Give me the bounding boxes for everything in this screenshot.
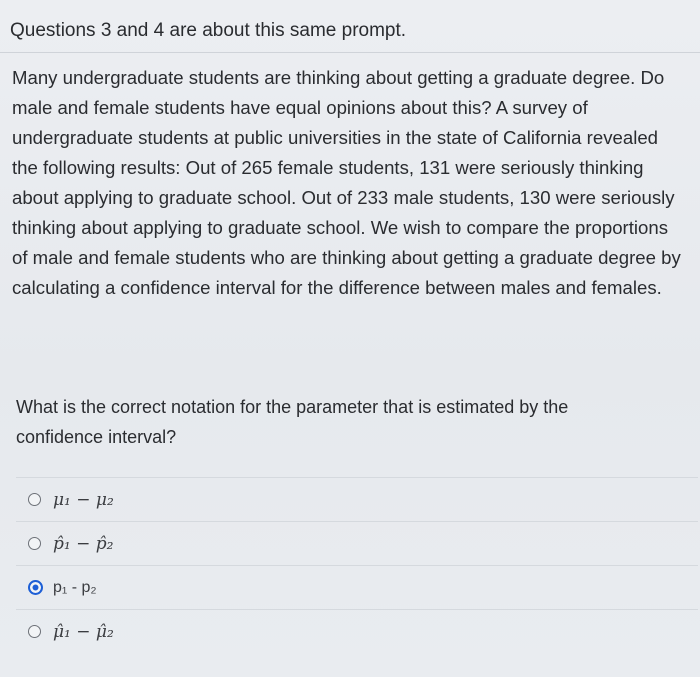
prompt-passage: [12, 63, 688, 303]
header-divider: [0, 52, 700, 53]
radio-button[interactable]: [28, 625, 41, 638]
answer-options: [16, 477, 698, 653]
option-phat-difference[interactable]: [16, 521, 698, 565]
prompt-text: Many undergraduate students are thinking about getting a graduate degree. Do male and female students have equal opinions about this? A survey of undergraduate students at public universities in the state of California revealed the following results: Out of 265 female students, 131 were seriously thinking about applying to graduate school. Out of 233 male students, 130 were seriously thinking about applying to graduate school. We wish to compare the proportions of male and female students who are thinking about getting a graduate degree by calculating a confidence interval for the difference between males and females.: [12, 67, 681, 298]
radio-button[interactable]: [28, 493, 41, 506]
option-mu-difference[interactable]: [16, 477, 698, 521]
option-label: p₁ - p₂: [53, 578, 97, 596]
question-group-heading: Questions 3 and 4 are about this same prompt.: [10, 20, 407, 41]
radio-button-selected[interactable]: [28, 580, 43, 595]
option-muhat-difference[interactable]: [16, 609, 698, 653]
radio-button[interactable]: [28, 537, 41, 550]
option-p-difference[interactable]: [16, 565, 698, 609]
option-label: p̂₁ − p̂₂: [53, 533, 114, 554]
option-label: μ₁ − μ₂: [53, 489, 114, 510]
question-text: What is the correct notation for the parameter that is estimated by the confidence interval?: [16, 397, 569, 447]
option-label: μ̂₁ − μ̂₂: [53, 621, 114, 642]
